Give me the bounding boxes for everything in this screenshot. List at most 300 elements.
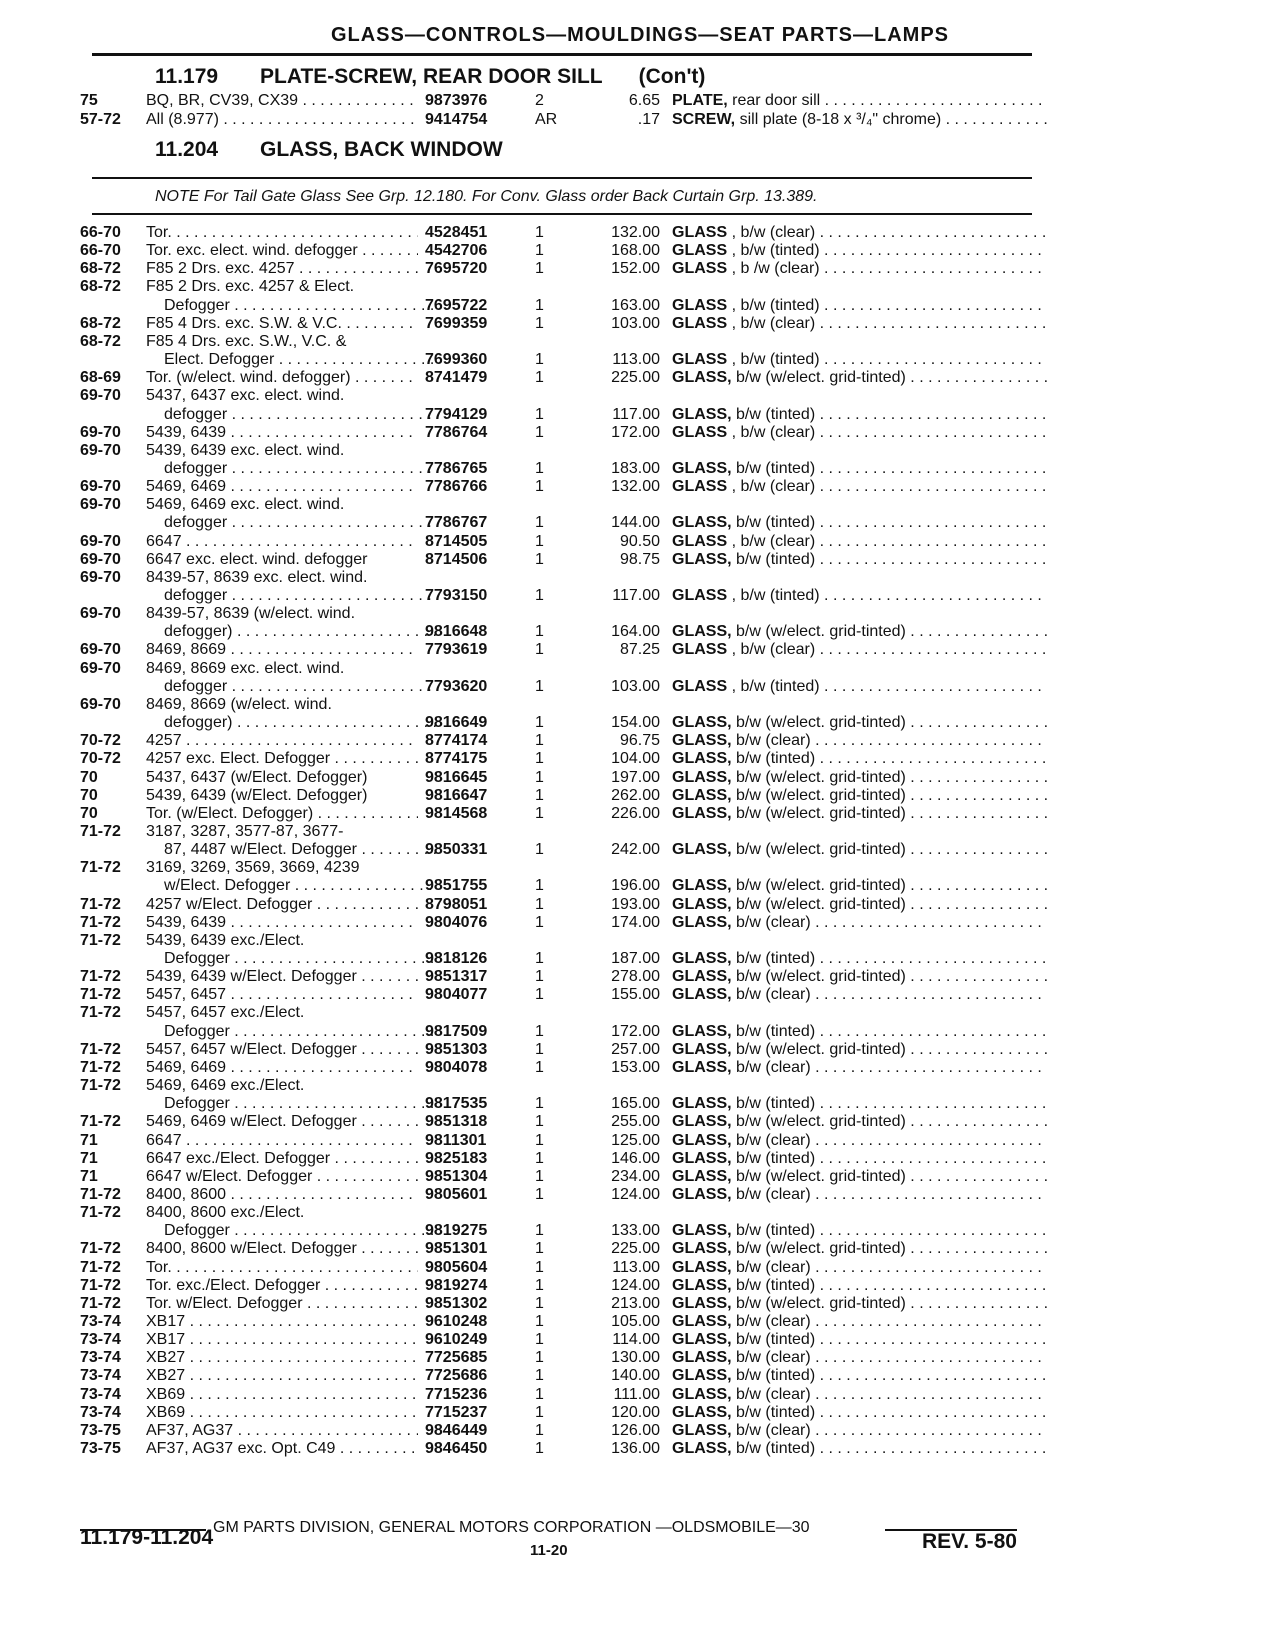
application-description: 6647 . . . (146, 1132, 418, 1150)
model-year: 71 (80, 1167, 98, 1185)
application-description: 4257 w/Elect. Defogger . . . (146, 896, 418, 914)
parts-row (0, 1004, 1280, 1023)
quantity: 1 (535, 750, 544, 768)
part-name-label: GLASS (672, 677, 728, 695)
application-description: XB17 . . . (146, 1313, 418, 1331)
part-detail: b/w (w/elect. grid-tinted) (736, 877, 906, 895)
parts-row (0, 1095, 1280, 1114)
list-price: 98.75 (619, 550, 660, 568)
part-detail: b/w (clear) (736, 986, 811, 1004)
list-price: 168.00 (611, 242, 660, 260)
part-number: 9873976 (425, 92, 488, 109)
part-name-label: GLASS (672, 423, 728, 441)
list-price: 164.00 (611, 623, 660, 641)
quantity: 1 (535, 986, 544, 1004)
quantity: 1 (535, 1258, 544, 1276)
parts-row (0, 369, 1280, 388)
quantity: 1 (535, 1367, 544, 1385)
parts-row (0, 387, 1280, 406)
part-name (672, 1349, 1047, 1367)
part-name-label: GLASS (672, 260, 728, 278)
part-name (672, 111, 1047, 129)
list-price: 213.00 (611, 1294, 660, 1312)
part-detail: b/w (tinted) (736, 1331, 816, 1349)
parts-row (0, 1440, 1280, 1459)
parts-row (0, 333, 1280, 352)
parts-row (0, 623, 1280, 642)
part-detail: b/w (clear) (736, 913, 811, 931)
part-name (672, 732, 1047, 750)
model-year: 66-70 (80, 242, 121, 260)
part-number: 9804076 (425, 913, 488, 931)
part-detail: b/w (clear) (736, 1258, 811, 1276)
list-price: 152.00 (611, 260, 660, 278)
part-detail: b/w (tinted) (736, 550, 816, 568)
application-description: Defogger . . . (164, 1222, 436, 1240)
model-year: 69-70 (80, 387, 121, 405)
application-description: 6647 exc. elect. wind. defogger (146, 550, 368, 568)
part-detail: b/w (tinted) (736, 1149, 816, 1167)
model-year: 71-72 (80, 968, 121, 986)
application-description: F85 2 Drs. exc. 4257 & Elect. (146, 278, 355, 296)
part-number: 9846449 (425, 1421, 488, 1439)
section-title: PLATE-SCREW, REAR DOOR SILL (260, 65, 603, 88)
list-price: 146.00 (611, 1149, 660, 1167)
model-year: 73-74 (80, 1349, 121, 1367)
quantity: 1 (535, 1058, 544, 1076)
part-name (672, 950, 1047, 968)
list-price: 103.00 (611, 314, 660, 332)
parts-row (0, 315, 1280, 334)
model-year: 70-72 (80, 750, 121, 768)
parts-row (0, 1295, 1280, 1314)
model-year: 71-72 (80, 1204, 121, 1222)
parts-row (0, 769, 1280, 788)
parts-row (0, 424, 1280, 443)
list-price: 174.00 (611, 913, 660, 931)
part-name (672, 841, 1047, 859)
model-year: 71-72 (80, 822, 121, 840)
quantity: 1 (535, 260, 544, 278)
part-name (672, 896, 1047, 914)
parts-row (0, 111, 1280, 130)
part-name-label: GLASS (672, 314, 728, 332)
list-price: 114.00 (612, 1331, 660, 1349)
list-price: 172.00 (611, 423, 660, 441)
part-number: 9851304 (425, 1167, 488, 1185)
part-name-label: GLASS, (672, 369, 732, 387)
part-number: 9816648 (425, 623, 488, 641)
part-detail: b/w (tinted) (736, 1222, 816, 1240)
part-name (672, 460, 1047, 478)
list-price: 278.00 (611, 968, 660, 986)
part-detail: b/w (w/elect. grid-tinted) (736, 968, 906, 986)
part-name (672, 1331, 1047, 1349)
part-name (672, 297, 1047, 315)
quantity: 1 (535, 1131, 544, 1149)
part-name (672, 1113, 1047, 1131)
parts-row (0, 1259, 1280, 1278)
application-description: 8469, 8669 (w/elect. wind. (146, 695, 332, 713)
section-heading-plate-screw (155, 65, 705, 89)
list-price: 130.00 (611, 1349, 660, 1367)
model-year: 71-72 (80, 1258, 121, 1276)
part-name (672, 1386, 1047, 1404)
application-description: AF37, AG37 exc. Opt. C49 . . . (146, 1440, 418, 1458)
quantity: 1 (535, 369, 544, 387)
quantity: 1 (535, 478, 544, 496)
list-price: 103.00 (611, 677, 660, 695)
quantity: 1 (535, 1294, 544, 1312)
application-description: 5439, 6439 w/Elect. Defogger . . . (146, 968, 418, 986)
application-description: defogger . . . (164, 514, 436, 532)
part-name (672, 533, 1047, 551)
part-detail: b/w (w/elect. grid-tinted) (736, 768, 906, 786)
model-year: 70-72 (80, 732, 121, 750)
part-name (672, 787, 1047, 805)
model-year: 71-72 (80, 1294, 121, 1312)
part-number: 9819275 (425, 1222, 488, 1240)
model-year: 68-72 (80, 314, 121, 332)
application-description: 5469, 6469 exc. elect. wind. (146, 496, 345, 514)
part-number: 9851301 (425, 1240, 488, 1258)
application-description: 5439, 6439 (w/Elect. Defogger) (146, 786, 368, 804)
part-number: 8798051 (425, 895, 488, 913)
section-heading-glass-back-window (155, 138, 503, 162)
quantity: 1 (535, 677, 544, 695)
list-price: 197.00 (611, 768, 660, 786)
list-price: 193.00 (611, 895, 660, 913)
application-description: 5439, 6439 . . . (146, 424, 418, 442)
list-price: 87.25 (619, 641, 660, 659)
application-description: 6647 w/Elect. Defogger . . . (146, 1168, 418, 1186)
parts-row (0, 1113, 1280, 1132)
list-price: 163.00 (611, 296, 660, 314)
part-name-label: GLASS, (672, 459, 732, 477)
quantity: 2 (535, 92, 544, 109)
list-price: 124.00 (611, 1185, 660, 1203)
list-price: 144.00 (611, 514, 660, 532)
application-description: defogger . . . (164, 587, 436, 605)
model-year: 71-72 (80, 1185, 121, 1203)
part-name-label: GLASS, (672, 1240, 732, 1258)
part-detail: b/w (clear) (736, 1385, 811, 1403)
part-number: 7793620 (425, 677, 488, 695)
part-name-label: PLATE, (672, 92, 728, 109)
quantity: 1 (535, 1185, 544, 1203)
part-name (672, 877, 1047, 895)
part-number: 7786765 (425, 459, 488, 477)
application-description: 6647 exc./Elect. Defogger . . . (146, 1150, 418, 1168)
part-detail: , b /w (clear) (731, 260, 820, 278)
application-description: XB69 . . . (146, 1386, 418, 1404)
parts-row (0, 442, 1280, 461)
part-name (672, 623, 1047, 641)
part-number: 9805601 (425, 1185, 488, 1203)
list-price: 155.00 (611, 986, 660, 1004)
application-description: XB27 . . . (146, 1367, 418, 1385)
quantity: 1 (535, 224, 544, 241)
part-number: 8741479 (425, 369, 488, 387)
model-year: 73-74 (80, 1403, 121, 1421)
section-number: 11.204 (155, 138, 219, 161)
model-year: 73-75 (80, 1440, 121, 1458)
part-name (672, 750, 1047, 768)
part-name (672, 514, 1047, 532)
parts-row (0, 460, 1280, 479)
model-year: 68-72 (80, 260, 121, 278)
application-description: 4257 exc. Elect. Defogger . . . (146, 750, 418, 768)
application-description: defogger) . . . (164, 714, 436, 732)
part-detail: b/w (tinted) (736, 514, 816, 532)
model-year: 71-72 (80, 931, 121, 949)
parts-row (0, 1331, 1280, 1350)
page-title: GLASS—CONTROLS—MOULDINGS—SEAT PARTS—LAMPS (330, 24, 950, 46)
model-year: 68-69 (80, 369, 121, 387)
part-number: 9814568 (425, 804, 488, 822)
quantity: 1 (535, 768, 544, 786)
part-number: 7786767 (425, 514, 488, 532)
part-detail: b/w (clear) (736, 732, 811, 750)
part-name-label: GLASS, (672, 950, 732, 967)
application-description: Defogger . . . (164, 297, 436, 315)
part-name (672, 315, 1047, 333)
list-price: 111.00 (613, 1385, 660, 1403)
part-name (672, 587, 1047, 605)
model-year: 69-70 (80, 695, 121, 713)
list-price: .17 (637, 111, 660, 128)
parts-row (0, 1422, 1280, 1441)
part-name (672, 968, 1047, 986)
list-price: 187.00 (611, 950, 660, 967)
list-price: 6.65 (628, 92, 660, 109)
quantity: 1 (535, 732, 544, 750)
part-detail: b/w (clear) (736, 1131, 811, 1149)
list-price: 136.00 (611, 1440, 660, 1458)
part-detail: b/w (clear) (736, 1058, 811, 1076)
part-name (672, 1059, 1047, 1077)
part-number: 8774175 (425, 750, 488, 768)
list-price: 257.00 (611, 1040, 660, 1058)
part-name-label: GLASS, (672, 1276, 732, 1294)
list-price: 153.00 (611, 1058, 660, 1076)
part-name-label: GLASS, (672, 768, 732, 786)
quantity: 1 (535, 1276, 544, 1294)
part-name-label: GLASS, (672, 786, 732, 804)
part-name (672, 1313, 1047, 1331)
application-description: F85 4 Drs. exc. S.W., V.C. & (146, 332, 347, 350)
parts-row (0, 1023, 1280, 1042)
parts-row (0, 1313, 1280, 1332)
parts-row (0, 1277, 1280, 1296)
part-detail: b/w (tinted) (736, 1367, 816, 1385)
part-number: 9804077 (425, 986, 488, 1004)
part-name (672, 478, 1047, 496)
quantity: 1 (535, 351, 544, 369)
quantity: 1 (535, 1113, 544, 1131)
list-price: 262.00 (611, 786, 660, 804)
section-number: 11.179 (155, 65, 219, 88)
quantity: 1 (535, 423, 544, 441)
part-name (672, 1186, 1047, 1204)
part-number: 9851303 (425, 1040, 488, 1058)
application-description: Tor. (w/Elect. Defogger) . . . (146, 805, 418, 823)
part-name-label: GLASS, (672, 623, 732, 641)
application-description: 8400, 8600 w/Elect. Defogger . . . (146, 1240, 418, 1258)
part-name-label: GLASS, (672, 1421, 732, 1439)
model-year: 71-72 (80, 1077, 121, 1095)
application-description: 5437, 6437 exc. elect. wind. (146, 387, 345, 405)
part-name-label: GLASS, (672, 405, 732, 423)
parts-row (0, 986, 1280, 1005)
parts-row (0, 1041, 1280, 1060)
part-name-label: GLASS (672, 224, 728, 241)
list-price: 226.00 (611, 804, 660, 822)
part-detail: b/w (w/elect. grid-tinted) (736, 1113, 906, 1131)
part-number: 7793619 (425, 641, 488, 659)
parts-row (0, 351, 1280, 370)
list-price: 104.00 (611, 750, 660, 768)
quantity: 1 (535, 1403, 544, 1421)
quantity: 1 (535, 1313, 544, 1330)
part-number: 9819274 (425, 1276, 488, 1294)
model-year: 71-72 (80, 1240, 121, 1258)
part-name-label: GLASS, (672, 895, 732, 913)
part-name (672, 224, 1047, 242)
quantity: 1 (535, 1040, 544, 1058)
part-name-label: GLASS, (672, 514, 732, 532)
application-description: XB17 . . . (146, 1331, 418, 1349)
part-detail: b/w (w/elect. grid-tinted) (736, 1294, 906, 1312)
list-price: 117.00 (612, 587, 660, 604)
part-name-label: GLASS, (672, 1185, 732, 1203)
part-name (672, 369, 1047, 387)
part-detail: , b/w (clear) (731, 314, 816, 332)
model-year: 69-70 (80, 423, 121, 441)
model-year: 73-74 (80, 1367, 121, 1385)
application-description: 5469, 6469 . . . (146, 478, 418, 496)
quantity: 1 (535, 532, 544, 550)
part-name-label: GLASS, (672, 841, 732, 859)
model-year: 71-72 (80, 1040, 121, 1058)
part-detail: , b/w (clear) (731, 532, 816, 550)
parts-row (0, 478, 1280, 497)
part-name-label: GLASS, (672, 913, 732, 931)
application-description: 5457, 6457 exc./Elect. (146, 1004, 305, 1022)
page-number: 11-20 (530, 1542, 568, 1559)
part-number: 9851317 (425, 968, 488, 986)
part-number: 9816649 (425, 714, 488, 732)
part-detail: b/w (tinted) (736, 1022, 816, 1040)
part-name (672, 1023, 1047, 1041)
part-detail: b/w (tinted) (736, 750, 816, 768)
part-name-label: GLASS (672, 296, 728, 314)
parts-row (0, 278, 1280, 297)
model-year: 69-70 (80, 641, 121, 659)
quantity: 1 (535, 1240, 544, 1258)
part-number: 7725686 (425, 1367, 488, 1385)
quantity: 1 (535, 968, 544, 986)
list-price: 117.00 (612, 405, 660, 423)
quantity: 1 (535, 1421, 544, 1439)
section-continued: (Con't) (638, 65, 706, 88)
application-description: 3187, 3287, 3577-87, 3677- (146, 822, 344, 840)
application-description: XB69 . . . (146, 1404, 418, 1422)
parts-row (0, 678, 1280, 697)
quantity: 1 (535, 804, 544, 822)
parts-row (0, 242, 1280, 261)
model-year: 69-70 (80, 532, 121, 550)
part-detail: b/w (clear) (736, 1349, 811, 1367)
quantity: 1 (535, 242, 544, 260)
part-detail: b/w (clear) (736, 1313, 811, 1330)
model-year: 69-70 (80, 441, 121, 459)
part-detail: b/w (w/elect. grid-tinted) (736, 1167, 906, 1185)
part-detail: , b/w (tinted) (731, 296, 820, 314)
application-description: 4257 . . . (146, 732, 418, 750)
part-name (672, 641, 1047, 659)
part-name (672, 242, 1047, 260)
part-number: 8774174 (425, 732, 488, 750)
part-detail: b/w (clear) (736, 1185, 811, 1203)
list-price: 196.00 (611, 877, 660, 895)
model-year: 71-72 (80, 913, 121, 931)
part-name-label: GLASS, (672, 1440, 732, 1458)
application-description: defogger . . . (164, 678, 436, 696)
quantity: 1 (535, 550, 544, 568)
part-name (672, 351, 1047, 369)
part-name (672, 551, 1047, 569)
application-description: 5439, 6439 exc./Elect. (146, 931, 305, 949)
quantity: 1 (535, 714, 544, 732)
application-description: w/Elect. Defogger . . . (164, 877, 436, 895)
application-description: Tor. exc./Elect. Defogger . . . (146, 1277, 418, 1295)
part-name (672, 1422, 1047, 1440)
part-name-label: GLASS, (672, 1313, 732, 1330)
application-description: 8400, 8600 . . . (146, 1186, 418, 1204)
parts-row (0, 696, 1280, 715)
group-range: 11.179-11.204 (80, 1526, 214, 1549)
parts-row (0, 932, 1280, 951)
parts-row (0, 641, 1280, 660)
part-number: 4542706 (425, 242, 488, 260)
part-name-label: GLASS, (672, 986, 732, 1004)
application-description: Elect. Defogger . . . (164, 351, 436, 369)
parts-row (0, 224, 1280, 243)
model-year: 68-72 (80, 332, 121, 350)
list-price: 133.00 (611, 1222, 660, 1240)
list-price: 234.00 (611, 1167, 660, 1185)
parts-row (0, 1386, 1280, 1405)
quantity: 1 (535, 895, 544, 913)
part-name-label: GLASS (672, 532, 728, 550)
list-price: 132.00 (611, 478, 660, 496)
part-name-label: GLASS, (672, 1349, 732, 1367)
list-price: 96.75 (619, 732, 660, 750)
part-name-label: GLASS (672, 242, 728, 260)
part-detail: b/w (clear) (736, 1421, 811, 1439)
list-price: 255.00 (611, 1113, 660, 1131)
part-name-label: GLASS, (672, 1022, 732, 1040)
application-description: Tor. exc. elect. wind. defogger . . . (146, 242, 418, 260)
part-detail: b/w (tinted) (736, 1403, 816, 1421)
application-description: 8439-57, 8639 (w/elect. wind. (146, 605, 356, 623)
application-description: 5469, 6469 w/Elect. Defogger . . . (146, 1113, 418, 1131)
part-name (672, 1041, 1047, 1059)
part-detail: b/w (tinted) (736, 1276, 816, 1294)
note-top-rule (92, 177, 1032, 179)
list-price: 140.00 (611, 1367, 660, 1385)
